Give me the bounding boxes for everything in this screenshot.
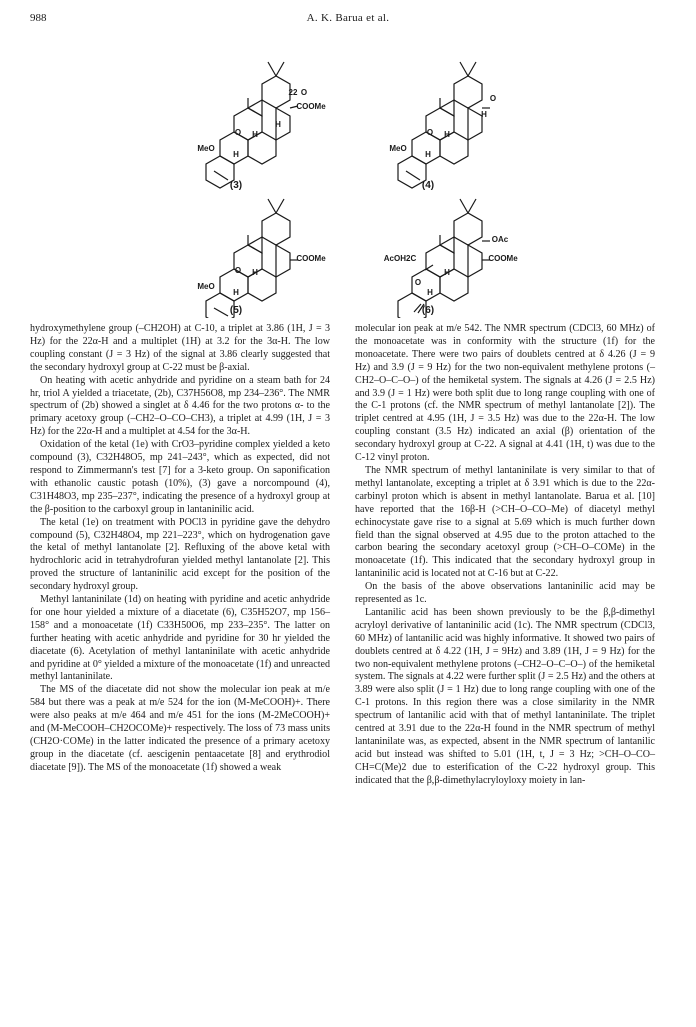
structure-4-annotation-h18: H <box>481 110 487 119</box>
structure-3-annotation-h5: H <box>233 150 239 159</box>
paragraph: molecular ion peak at m/e 542. The NMR spectrum (CDCl3, 60 MHz) of the monoacetate was in conformity with the structure (1f) for the monoacetate. There were two pairs of doublets centred at δ 4.26 (J = 9 Hz) and 3.9 (J = 9 Hz) for the two non-equivalent methylene protons (–CH2–O–C–O–) of the hemiketal system. The signals at 4.26 (J = 2.5 Hz) and 3.9 (J = 1 Hz) were both split due to long range coupling with one of the C-1 protons (cf. the NMR spectrum of methyl lantanolate [2]). The triplet centred at 4.95 (1H, J = 3.5 Hz) was due to the 22α-H. The low coupling constant (3.5 Hz) indicated an axial (β) orientation of the secondary hydroxyl group at C-22. A signal at 4.41 (1H, t) was due to the C-12 vinyl proton. <box>355 323 655 464</box>
structure-3-annotation-h9: H <box>252 130 258 139</box>
structure-5-annotation-h9: H <box>252 268 258 277</box>
structure-6-annotation-h9: H <box>444 268 450 277</box>
paragraph: On the basis of the above observations lantaninilic acid may be represented as 1c. <box>355 581 655 606</box>
paragraph: On heating with acetic anhydride and pyridine on a steam bath for 24 hr, triol A yielded a triacetate, (2b), C37H56O8, mp 234–236°. The NMR spectrum of (2b) showed a singlet at δ 4.46 for the two protons α- to the primary acetoxy group (–CH2–O–CO–CH3), a triplet at 4.99 (1H, J = 3 Hz) for the 22α-H and a multiplet at 4.54 for the 3α-H. <box>30 374 330 438</box>
paragraph: The ketal (1e) on treatment with POCl3 in pyridine gave the dehydro compound (5), C32H48O4, mp 221–223°, which on hydrogenation gave the ketal of methyl lantanolate [2]. Refluxing of the above ketal with hydrochloric acid in tetrahydrofuran yielded methyl lantanolate [2]. This proved the structure of lantaninilic acid except for the position of the secondary hydroxyl group. <box>30 516 330 593</box>
text-column-right <box>355 323 655 788</box>
structure-5-annotation-h5: H <box>233 288 239 297</box>
structure-4-annotation-h9: H <box>444 130 450 139</box>
structure-3-annotation-ketone: O <box>300 88 308 97</box>
structure-6-label: (6) <box>421 305 435 316</box>
paragraph: The MS of the diacetate did not show the molecular ion peak at m/e 584 but there was a peak at m/e 524 for the ion (M-MeCOOH)+. There were also peaks at m/e 464 and m/e 451 for the ions (M-2MeCOOH)+ and (M-MeCOOH–CH2OCOMe)+ respectively. The loss of 73 mass units (CH2O·COMe) in the latter indicated the presence of a primary acetoxy group in the diacetate (cf. aescigenin pentaacetate [8] and erythrodiol diacetate [9]). The MS of the monoacetate (1f) showed a weak <box>30 684 330 773</box>
structure-3-label: (3) <box>229 180 243 191</box>
structure-3-annotation-methoxy: MeO <box>197 144 215 153</box>
structure-4-rings <box>398 62 482 188</box>
structure-6-annotation-h5: H <box>427 288 433 297</box>
structures-figure <box>0 38 696 318</box>
structure-4-annotation-methoxy: MeO <box>389 144 407 153</box>
paragraph: Methyl lantaninilate (1d) on heating with pyridine and acetic anhydride for one hour yielded a mixture of a diacetate (6), C35H52O7, mp 156–158° and a monoacetate (1f) C33H50O6, mp 233–235°. The latter on further heating with acetic anhydride and pyridine for 30 hr yielded the diacetate (6). Acetylation of methyl lantaninilate with acetic anhydride and pyridine at 0° yielded a mixture of the monoacetate (1f) and unreacted methyl lantaninilate. <box>30 594 330 683</box>
structure-3-annotation-c22: 22 <box>288 88 298 97</box>
page-number: 988 <box>30 12 47 24</box>
structure-4-annotation-h5: H <box>425 150 431 159</box>
structure-5-annotation-methoxy: MeO <box>197 282 215 291</box>
structure-5-rings <box>206 199 290 318</box>
structure-6-annotation-acetate: OAc <box>491 235 509 244</box>
structure-5-annotation-ketal-o: O <box>234 266 242 275</box>
structure-3-annotation-ester: COOMe <box>296 102 326 111</box>
paragraph: hydroxymethylene group (–CH2OH) at C-10, a triplet at 3.86 (1H, J = 3 Hz) for the 22α-H and a multiplet (1H) at 3.2 for the 3α-H. The low coupling constant (J = 3 Hz) of the signal at 3.86 clearly suggested that the secondary hydroxyl group at C-22 must be β-axial. <box>30 323 330 373</box>
structure-4-annotation-ketone: O <box>489 94 497 103</box>
structure-6-annotation-ester: COOMe <box>488 254 518 263</box>
structure-4-annotation-ketal-o: O <box>426 128 434 137</box>
structure-6-annotation-acoch2: AcOH2C <box>383 254 417 263</box>
structure-4-label: (4) <box>421 180 435 191</box>
text-column-left <box>30 323 330 775</box>
structure-5-label: (5) <box>229 305 243 316</box>
paragraph: Oxidation of the ketal (1e) with CrO3–pyridine complex yielded a keto compound (3), C32H48O5, mp 241–243°, which as expected, did not respond to Zimmermann's test [7] for a 3-keto group. On saponification with ethanolic caustic potash (10%), (3) gave a norcompound (4), C31H48O3, mp 235–237°, indicating the presence of a hydroxyl group at the β-position to the carboxyl group in lantaninilic acid. <box>30 439 330 515</box>
paragraph: Lantanilic acid has been shown previously to be the β,β-dimethyl acryloyl derivative of lantaninilic acid (1c). The NMR spectrum (CDCl3, 60 MHz) of lantanilic acid was highly informative. It showed two pairs of doublets centred at δ 4.22 (1H, J = 9Hz) and 3.89 (1H, J = 9 Hz) for the two non-equivalent methylene protons (–CH2–O–C–O–) of the hemiketal system. The signals at 4.22 were further split (J = 2.5 Hz) and the others at 3.89 were also split (J = 1 Hz) due to long range coupling with one of the C-1 protons. In this region there was a close similarity in the NMR spectrum of lantanilic acid with that of methyl lantaninilate. The triplet centred at 3.91 due to the 22α-H found in the NMR spectrum of methyl lantaninilate was, as expected, absent in the NMR spectrum of lantanilic acid but instead was shifted to 5.01 (1H, t, J = 3 Hz; >CH–O–CO–CH=C(Me)2 due to esterification of the C-22 hydroxyl group. This indicated that the β,β-dimethylacryloyloxy moiety in lan- <box>355 606 655 786</box>
structure-6-annotation-ketal-o: O <box>414 278 422 287</box>
structures-svg <box>0 38 696 318</box>
structure-3-annotation-h18: H <box>275 120 281 129</box>
running-head: A. K. Barua et al. <box>306 12 390 24</box>
structure-3-annotation-ketal-o: O <box>234 128 242 137</box>
structure-5-annotation-ester: COOMe <box>296 254 326 263</box>
paragraph: The NMR spectrum of methyl lantaninilate is very similar to that of methyl lantanolate, excepting a triplet at δ 3.91 which is due to the 22α-carbinyl proton which is absent in methyl lantanolate. Barua et al. [10] have reported that the 16β-H (>CH–O–CO–Me) of diacetyl methyl echinocystate gave rise to a signal at 5.69 which is much further down field than the signal observed at 4.95 due to the proton attached to the carbon bearing the secondary acetoxyl group (>CH–O–COMe) in the monoacetate (1f). This indicated that the secondary hydroxyl group in lantaninilic acid is located not at C-16 but at C-22. <box>355 464 655 580</box>
